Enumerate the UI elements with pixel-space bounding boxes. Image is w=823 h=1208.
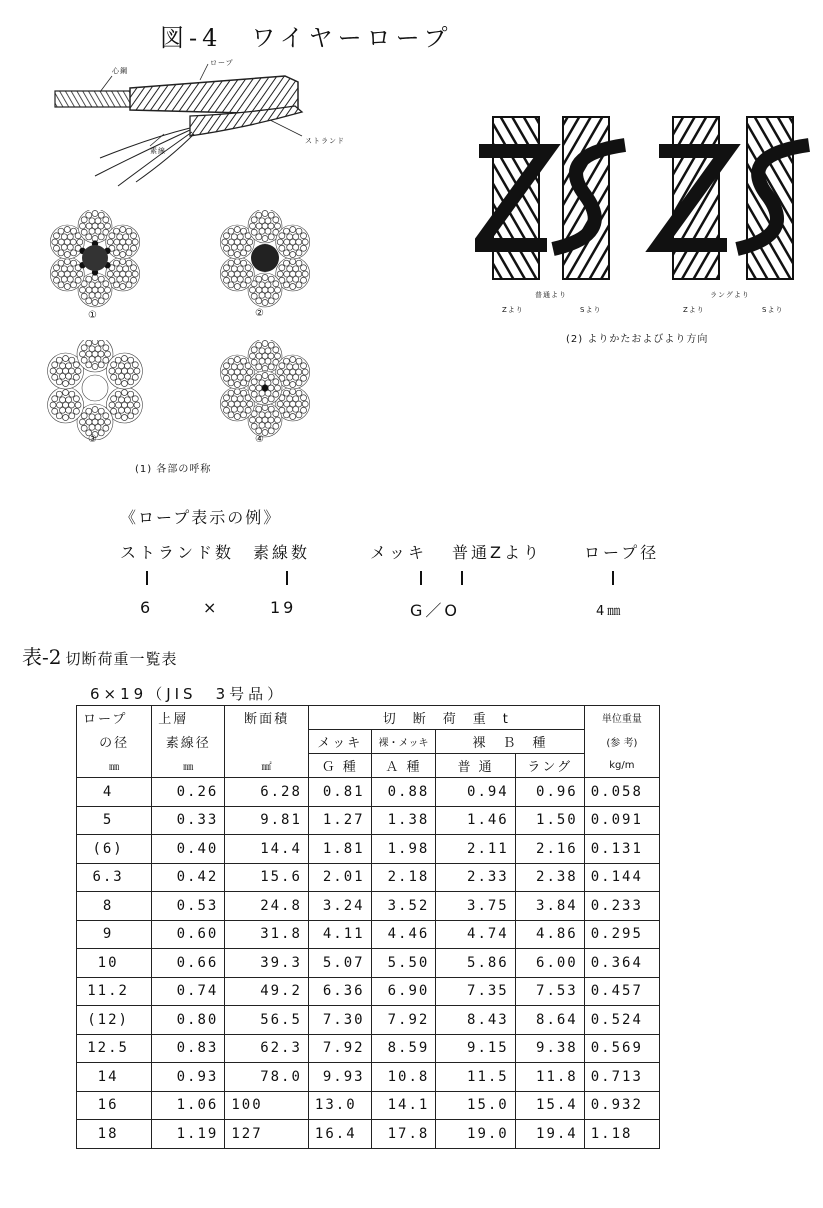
cell-unit-weight: 0.091	[584, 806, 659, 835]
cell-load-lang: 4.86	[515, 920, 584, 949]
lay-s-label-2: Sより	[762, 306, 784, 314]
cell-wire-dia: 0.33	[152, 806, 225, 835]
caption-parts: (1) 各部の呼称	[135, 464, 212, 475]
cell-rope-dia: (6)	[77, 835, 152, 864]
cell-area: 100	[225, 1091, 309, 1120]
cell-load-a: 1.38	[371, 806, 436, 835]
header-area-1: 断面積	[225, 706, 309, 730]
cell-load-a: 0.88	[371, 778, 436, 807]
cell-load-lang: 7.53	[515, 977, 584, 1006]
cell-load-lang: 2.38	[515, 863, 584, 892]
header-g-grade: Ｇ 種	[308, 754, 371, 778]
header-area-spacer	[225, 730, 309, 754]
cell-unit-weight: 0.058	[584, 778, 659, 807]
header-breaking-load: 切 断 荷 重 t	[308, 706, 584, 730]
section-marker-3: ③	[88, 434, 98, 445]
cell-wire-dia: 1.06	[152, 1091, 225, 1120]
cell-load-ordinary: 5.86	[436, 949, 515, 978]
cell-unit-weight: 0.932	[584, 1091, 659, 1120]
cell-load-g: 2.01	[308, 863, 371, 892]
cell-load-ordinary: 1.46	[436, 806, 515, 835]
cell-load-g: 3.24	[308, 892, 371, 921]
cell-rope-dia: 8	[77, 892, 152, 921]
cell-load-ordinary: 7.35	[436, 977, 515, 1006]
value-wire-count: 19	[270, 598, 297, 617]
cell-load-a: 14.1	[371, 1091, 436, 1120]
table-row	[77, 806, 660, 835]
table-row	[77, 1034, 660, 1063]
table-row	[77, 835, 660, 864]
cell-wire-dia: 0.26	[152, 778, 225, 807]
cell-wire-dia: 0.53	[152, 892, 225, 921]
label-ordinary-z: 普通Zより	[452, 543, 542, 562]
label-galvanized: メッキ	[370, 543, 428, 562]
rope-body	[130, 76, 298, 114]
header-area-unit: ㎟	[225, 754, 309, 778]
cell-rope-dia: 5	[77, 806, 152, 835]
header-rope-dia-unit: ㎜	[77, 754, 152, 778]
header-ordinary: 普 通	[436, 754, 515, 778]
header-mekki: メッキ	[308, 730, 371, 754]
cell-rope-dia: (12)	[77, 1006, 152, 1035]
header-hadaka-mekki: 裸・メッキ	[371, 730, 436, 754]
cell-unit-weight: 0.131	[584, 835, 659, 864]
cell-load-g: 16.4	[308, 1120, 371, 1149]
cell-load-ordinary: 11.5	[436, 1063, 515, 1092]
cell-load-g: 7.30	[308, 1006, 371, 1035]
cell-load-lang: 19.4	[515, 1120, 584, 1149]
header-unit-weight-2: (参 考)	[584, 730, 659, 754]
cell-rope-dia: 14	[77, 1063, 152, 1092]
pointer-ordinary-z	[461, 571, 463, 585]
cell-rope-dia: 18	[77, 1120, 152, 1149]
table-row	[77, 977, 660, 1006]
header-rope-dia-2: の径	[77, 730, 152, 754]
cell-area: 14.4	[225, 835, 309, 864]
cell-load-lang: 2.16	[515, 835, 584, 864]
cell-load-lang: 11.8	[515, 1063, 584, 1092]
figure-title: 図-4 ワイヤーロープ	[160, 24, 453, 52]
cell-area: 24.8	[225, 892, 309, 921]
header-bare-b: 裸 Ｂ 種	[436, 730, 584, 754]
cell-load-g: 5.07	[308, 949, 371, 978]
cell-rope-dia: 12.5	[77, 1034, 152, 1063]
rope-example-title: 《ロープ表示の例》	[120, 508, 282, 527]
table-row	[77, 949, 660, 978]
cell-load-a: 10.8	[371, 1063, 436, 1092]
section-marker-1: ①	[88, 310, 98, 321]
cell-area: 56.5	[225, 1006, 309, 1035]
cell-rope-dia: 9	[77, 920, 152, 949]
cell-rope-dia: 16	[77, 1091, 152, 1120]
cell-load-lang: 15.4	[515, 1091, 584, 1120]
table-title	[22, 641, 178, 670]
cell-rope-dia: 4	[77, 778, 152, 807]
table-row	[77, 863, 660, 892]
value-strand-count: 6	[140, 598, 154, 617]
cell-load-lang: 9.38	[515, 1034, 584, 1063]
cell-wire-dia: 0.60	[152, 920, 225, 949]
cell-area: 6.28	[225, 778, 309, 807]
table-row	[77, 920, 660, 949]
pointer-wire	[286, 571, 288, 585]
cell-unit-weight: 0.364	[584, 949, 659, 978]
cell-load-g: 7.92	[308, 1034, 371, 1063]
cell-unit-weight: 0.713	[584, 1063, 659, 1092]
lay-z-label-1: Zより	[502, 306, 524, 314]
lay-direction-illustration	[475, 115, 815, 285]
cell-load-ordinary: 3.75	[436, 892, 515, 921]
cell-area: 31.8	[225, 920, 309, 949]
cell-area: 9.81	[225, 806, 309, 835]
core-label: 心鋼	[112, 67, 128, 75]
cell-load-ordinary: 2.33	[436, 863, 515, 892]
cell-area: 49.2	[225, 977, 309, 1006]
breaking-load-table	[76, 705, 660, 1149]
cell-wire-dia: 0.93	[152, 1063, 225, 1092]
cell-load-lang: 6.00	[515, 949, 584, 978]
cell-load-g: 9.93	[308, 1063, 371, 1092]
table-row	[77, 778, 660, 807]
cell-wire-dia: 0.80	[152, 1006, 225, 1035]
cell-load-g: 1.81	[308, 835, 371, 864]
cross-section-3	[40, 340, 160, 440]
section-marker-4: ④	[255, 434, 265, 445]
cell-unit-weight: 0.569	[584, 1034, 659, 1063]
value-galvanized-lay: G／O	[410, 601, 460, 620]
cross-section-1	[40, 210, 160, 310]
cell-wire-dia: 0.74	[152, 977, 225, 1006]
table-row	[77, 1063, 660, 1092]
cell-load-a: 17.8	[371, 1120, 436, 1149]
cell-wire-dia: 0.40	[152, 835, 225, 864]
lay-ordinary-label: 普通より	[535, 291, 567, 299]
cell-wire-dia: 0.42	[152, 863, 225, 892]
cell-load-lang: 1.50	[515, 806, 584, 835]
cell-load-a: 8.59	[371, 1034, 436, 1063]
strand-label: ストランド	[305, 137, 345, 145]
cell-load-a: 2.18	[371, 863, 436, 892]
cell-load-ordinary: 19.0	[436, 1120, 515, 1149]
cell-rope-dia: 11.2	[77, 977, 152, 1006]
pointer-galvanized	[420, 571, 422, 585]
cell-load-lang: 3.84	[515, 892, 584, 921]
cell-load-a: 7.92	[371, 1006, 436, 1035]
cell-load-ordinary: 2.11	[436, 835, 515, 864]
table-body	[77, 778, 660, 1149]
header-a-grade: Ａ 種	[371, 754, 436, 778]
table-row	[77, 1006, 660, 1035]
cell-load-ordinary: 15.0	[436, 1091, 515, 1120]
cell-load-lang: 8.64	[515, 1006, 584, 1035]
table-row	[77, 1091, 660, 1120]
cell-rope-dia: 6.3	[77, 863, 152, 892]
table-spec: 6×19（JIS 3号品）	[90, 685, 287, 703]
cell-load-g: 0.81	[308, 778, 371, 807]
cell-wire-dia: 1.19	[152, 1120, 225, 1149]
cell-area: 15.6	[225, 863, 309, 892]
cell-unit-weight: 0.144	[584, 863, 659, 892]
header-wire-dia-1: 上層	[152, 706, 225, 730]
cross-section-4	[210, 340, 320, 440]
label-rope-dia: ロープ径	[584, 543, 660, 562]
pointer-rope-dia	[612, 571, 614, 585]
cell-load-ordinary: 4.74	[436, 920, 515, 949]
header-unit-weight-unit: kg/m	[584, 754, 659, 778]
header-wire-dia-unit: ㎜	[152, 754, 225, 778]
lay-z-label-2: Zより	[683, 306, 705, 314]
cell-wire-dia: 0.83	[152, 1034, 225, 1063]
section-marker-2: ②	[255, 308, 265, 319]
rope-construction-illustration	[40, 58, 420, 198]
table-row	[77, 892, 660, 921]
cell-load-a: 4.46	[371, 920, 436, 949]
value-times: ×	[203, 598, 220, 617]
cell-unit-weight: 0.457	[584, 977, 659, 1006]
wire-label: 素線	[150, 147, 166, 155]
cell-load-g: 4.11	[308, 920, 371, 949]
cell-load-a: 6.90	[371, 977, 436, 1006]
cell-load-a: 5.50	[371, 949, 436, 978]
rope-label: ロープ	[210, 59, 234, 67]
header-rope-dia-1: ロープ	[77, 706, 152, 730]
cell-area: 62.3	[225, 1034, 309, 1063]
cell-unit-weight: 0.233	[584, 892, 659, 921]
pointer-strand	[146, 571, 148, 585]
header-wire-dia-2: 素線径	[152, 730, 225, 754]
cell-load-ordinary: 0.94	[436, 778, 515, 807]
cell-load-ordinary: 8.43	[436, 1006, 515, 1035]
label-wire-count: 素線数	[253, 543, 311, 562]
cell-area: 127	[225, 1120, 309, 1149]
cell-load-g: 6.36	[308, 977, 371, 1006]
cell-load-g: 13.0	[308, 1091, 371, 1120]
cell-area: 39.3	[225, 949, 309, 978]
cell-unit-weight: 0.295	[584, 920, 659, 949]
cell-load-ordinary: 9.15	[436, 1034, 515, 1063]
lay-lang-label: ラングより	[710, 291, 750, 299]
cell-load-lang: 0.96	[515, 778, 584, 807]
label-strand-count: ストランド数	[120, 543, 235, 562]
table-subtitle: 切断荷重一覧表	[65, 650, 178, 668]
cell-load-a: 3.52	[371, 892, 436, 921]
cell-rope-dia: 10	[77, 949, 152, 978]
cell-unit-weight: 0.524	[584, 1006, 659, 1035]
cell-area: 78.0	[225, 1063, 309, 1092]
caption-lay: (2) よりかたおよびより方向	[566, 334, 709, 345]
header-unit-weight-1: 単位重量	[584, 706, 659, 730]
lay-s-label-1: Sより	[580, 306, 602, 314]
table-row	[77, 1120, 660, 1149]
header-lang: ラング	[515, 754, 584, 778]
value-rope-dia: 4㎜	[596, 604, 624, 619]
cell-unit-weight: 1.18	[584, 1120, 659, 1149]
cell-load-a: 1.98	[371, 835, 436, 864]
cell-load-g: 1.27	[308, 806, 371, 835]
cell-wire-dia: 0.66	[152, 949, 225, 978]
table-number: 表-2	[22, 645, 62, 669]
cross-section-2	[210, 210, 320, 310]
